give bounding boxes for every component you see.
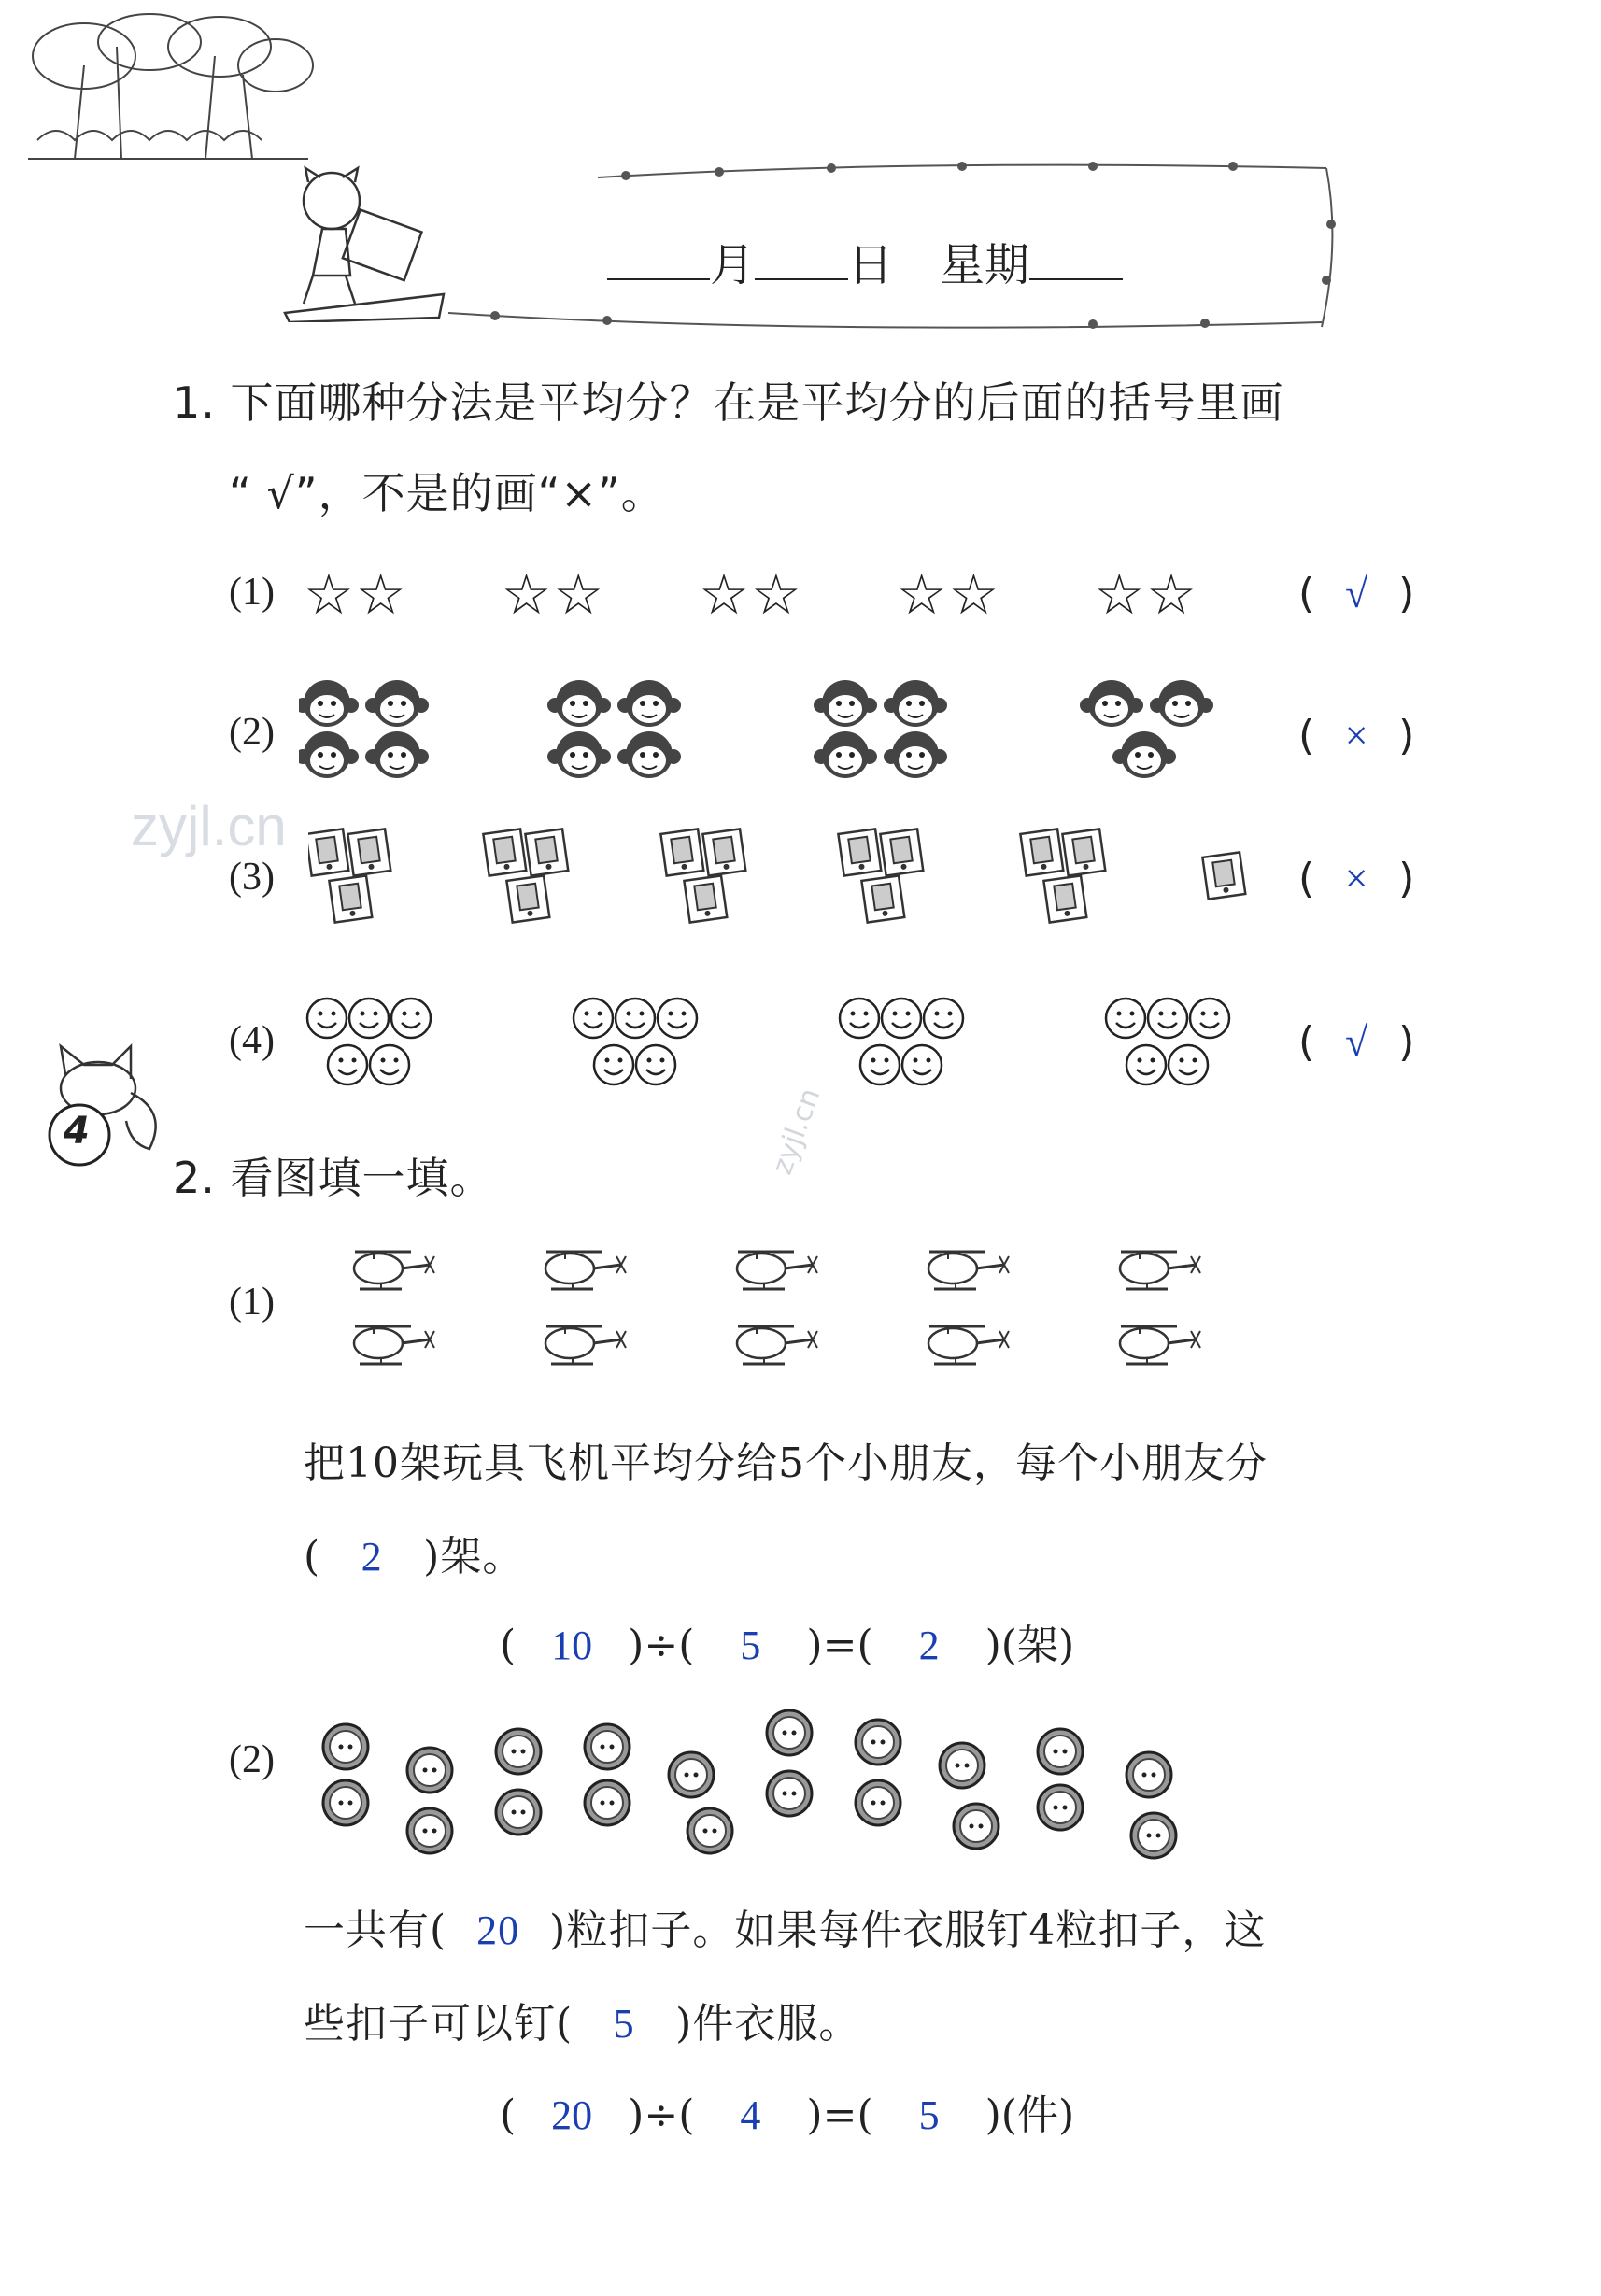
q1-row1-label: (1)	[229, 571, 275, 614]
star-icon: ☆☆	[699, 562, 803, 628]
star-icon: ☆☆	[1094, 562, 1198, 628]
q1-row4-answer[interactable]: ( √ )	[1298, 1018, 1415, 1066]
sharpener-icon	[525, 829, 568, 875]
eq1-b[interactable]: 5	[740, 1623, 761, 1668]
smiley-icon	[370, 1045, 409, 1084]
trees-illustration	[19, 9, 318, 163]
helicopter-icon	[1120, 1252, 1200, 1289]
sharpener-icon	[660, 829, 703, 875]
helicopter-icon	[545, 1252, 626, 1289]
smiley-icon	[574, 999, 613, 1038]
sharpener-icon	[1020, 829, 1063, 875]
smiley-icon	[1106, 999, 1145, 1038]
q2-part2-label: (2)	[229, 1738, 275, 1781]
monkey-icon	[547, 680, 611, 727]
monkey-icon	[299, 731, 359, 778]
smiley-icon	[1126, 1045, 1166, 1084]
helicopter-icon	[737, 1326, 817, 1364]
button-icon	[1126, 1752, 1171, 1797]
q1-row1-answer[interactable]: ( √ )	[1298, 570, 1415, 617]
q2-part2-line2: 些扣子可以钉( 5 )件衣服。	[304, 2000, 861, 2048]
smiley-icon	[307, 999, 347, 1038]
eq1-a[interactable]: 10	[551, 1623, 593, 1668]
button-icon	[585, 1724, 630, 1769]
button-icon	[407, 1808, 452, 1853]
monkey-icon	[884, 731, 947, 778]
page-number: 4	[64, 1110, 90, 1153]
button-icon	[767, 1771, 812, 1816]
sharpener-icon	[329, 875, 372, 922]
sharpener-icon	[880, 829, 923, 875]
sharpener-icon	[347, 829, 390, 875]
answer-each[interactable]: 2	[361, 1534, 383, 1580]
watermark: zyjl.cn	[131, 795, 287, 857]
button-icon	[323, 1780, 368, 1825]
button-icon	[407, 1748, 452, 1793]
smiley-icon	[924, 999, 963, 1038]
button-icon	[687, 1808, 732, 1853]
monkey-icon	[365, 731, 429, 778]
smiley-icon	[391, 999, 431, 1038]
sharpener-icon	[483, 829, 526, 875]
sharpener-icon	[1062, 829, 1105, 875]
q2-part2-line1: 一共有( 20 )粒扣子。如果每件衣服钉4粒扣子，这	[304, 1906, 1267, 1954]
smiley-icon	[1190, 999, 1229, 1038]
helicopters	[346, 1242, 1224, 1392]
q1-row4-label: (4)	[229, 1019, 275, 1062]
button-icon	[496, 1790, 541, 1835]
smiley-icon	[1169, 1045, 1208, 1084]
button-icon	[669, 1752, 714, 1797]
helicopter-icon	[545, 1326, 626, 1364]
monkey-icon	[547, 731, 611, 778]
smiley-icon	[882, 999, 921, 1038]
smiley-icon	[636, 1045, 675, 1084]
button-icon	[1038, 1785, 1083, 1830]
monkey-icon	[617, 680, 681, 727]
q2-part2-equation: ( 20 )÷( 4 )=( 5 )(件)	[500, 2091, 1075, 2139]
eq2-b[interactable]: 4	[740, 2092, 761, 2138]
smiley-icon	[860, 1045, 900, 1084]
fox-page-badge	[28, 1037, 168, 1168]
button-icon	[856, 1720, 900, 1765]
answer-clothes[interactable]: 5	[613, 2001, 635, 2047]
eq2-a[interactable]: 20	[551, 2092, 593, 2138]
answer-total[interactable]: 20	[476, 1907, 520, 1953]
sharpener-icon	[838, 829, 881, 875]
button-icon	[496, 1729, 541, 1774]
helicopter-icon	[737, 1252, 817, 1289]
sharpener-icon	[702, 829, 745, 875]
watermark-rotated: zyjl.cn	[766, 1084, 828, 1179]
button-icon	[940, 1743, 985, 1788]
star-icon: ☆☆	[304, 562, 408, 628]
sharpeners-row	[308, 827, 1270, 943]
monkey-icon	[299, 680, 359, 727]
q1-line1: 1. 下面哪种分法是平均分？在是平均分的后面的括号里画	[173, 377, 1284, 428]
sharpener-icon	[506, 875, 549, 922]
sharpener-icon	[861, 875, 904, 922]
monkey-icon	[814, 680, 877, 727]
monkey-icon	[884, 680, 947, 727]
monkey-icon	[814, 731, 877, 778]
button-icon	[954, 1804, 999, 1849]
monkeys-row	[299, 677, 1252, 785]
buttons-picture	[318, 1709, 1205, 1868]
helicopter-icon	[928, 1252, 1009, 1289]
monkey-icon	[1150, 680, 1213, 727]
monkey-icon	[1080, 680, 1143, 727]
helicopter-icon	[1120, 1326, 1200, 1364]
stars-row	[304, 562, 1198, 628]
button-icon	[323, 1724, 368, 1769]
button-icon	[585, 1780, 630, 1825]
smiley-icon	[349, 999, 389, 1038]
helicopter-icon	[928, 1326, 1009, 1364]
q1-row2-answer[interactable]: ( × )	[1298, 712, 1415, 759]
cat-illustration	[266, 163, 453, 322]
monkey-icon	[365, 680, 429, 727]
date-line: 月 日 星期	[607, 229, 1123, 293]
eq1-c[interactable]: 2	[918, 1623, 940, 1668]
button-icon	[1038, 1729, 1083, 1774]
sharpener-icon	[1202, 852, 1245, 899]
smiley-icon	[840, 999, 879, 1038]
q2-part1-line2: ( 2 )架。	[304, 1533, 525, 1580]
q1-line2: “ √”，不是的画“×”。	[229, 468, 665, 518]
q2-part1-text: 把10架玩具飞机平均分给5个小朋友，每个小朋友分	[304, 1439, 1268, 1487]
sharpener-icon	[308, 829, 348, 875]
eq2-c[interactable]: 5	[918, 2092, 940, 2138]
monkey-icon	[1112, 731, 1176, 778]
sharpener-icon	[1043, 875, 1086, 922]
helicopter-icon	[354, 1326, 434, 1364]
star-icon: ☆☆	[896, 562, 1001, 628]
smileys-row	[304, 995, 1256, 1098]
button-icon	[767, 1710, 812, 1755]
q2-part1-label: (1)	[229, 1281, 275, 1324]
q1-row3-label: (3)	[229, 856, 275, 899]
q1-row3-answer[interactable]: ( × )	[1298, 855, 1415, 902]
smiley-icon	[1148, 999, 1187, 1038]
smiley-icon	[328, 1045, 367, 1084]
sharpener-icon	[684, 875, 727, 922]
helicopter-icon	[354, 1252, 434, 1289]
smiley-icon	[616, 999, 655, 1038]
q2-title: 2. 看图填一填。	[173, 1153, 494, 1203]
monkey-icon	[617, 731, 681, 778]
q1-row2-label: (2)	[229, 711, 275, 754]
q2-part1-equation: ( 10 )÷( 5 )=( 2 )(架)	[500, 1622, 1075, 1669]
smiley-icon	[902, 1045, 942, 1084]
smiley-icon	[658, 999, 697, 1038]
smiley-icon	[594, 1045, 633, 1084]
star-icon: ☆☆	[501, 562, 606, 628]
button-icon	[1131, 1813, 1176, 1858]
button-icon	[856, 1780, 900, 1825]
